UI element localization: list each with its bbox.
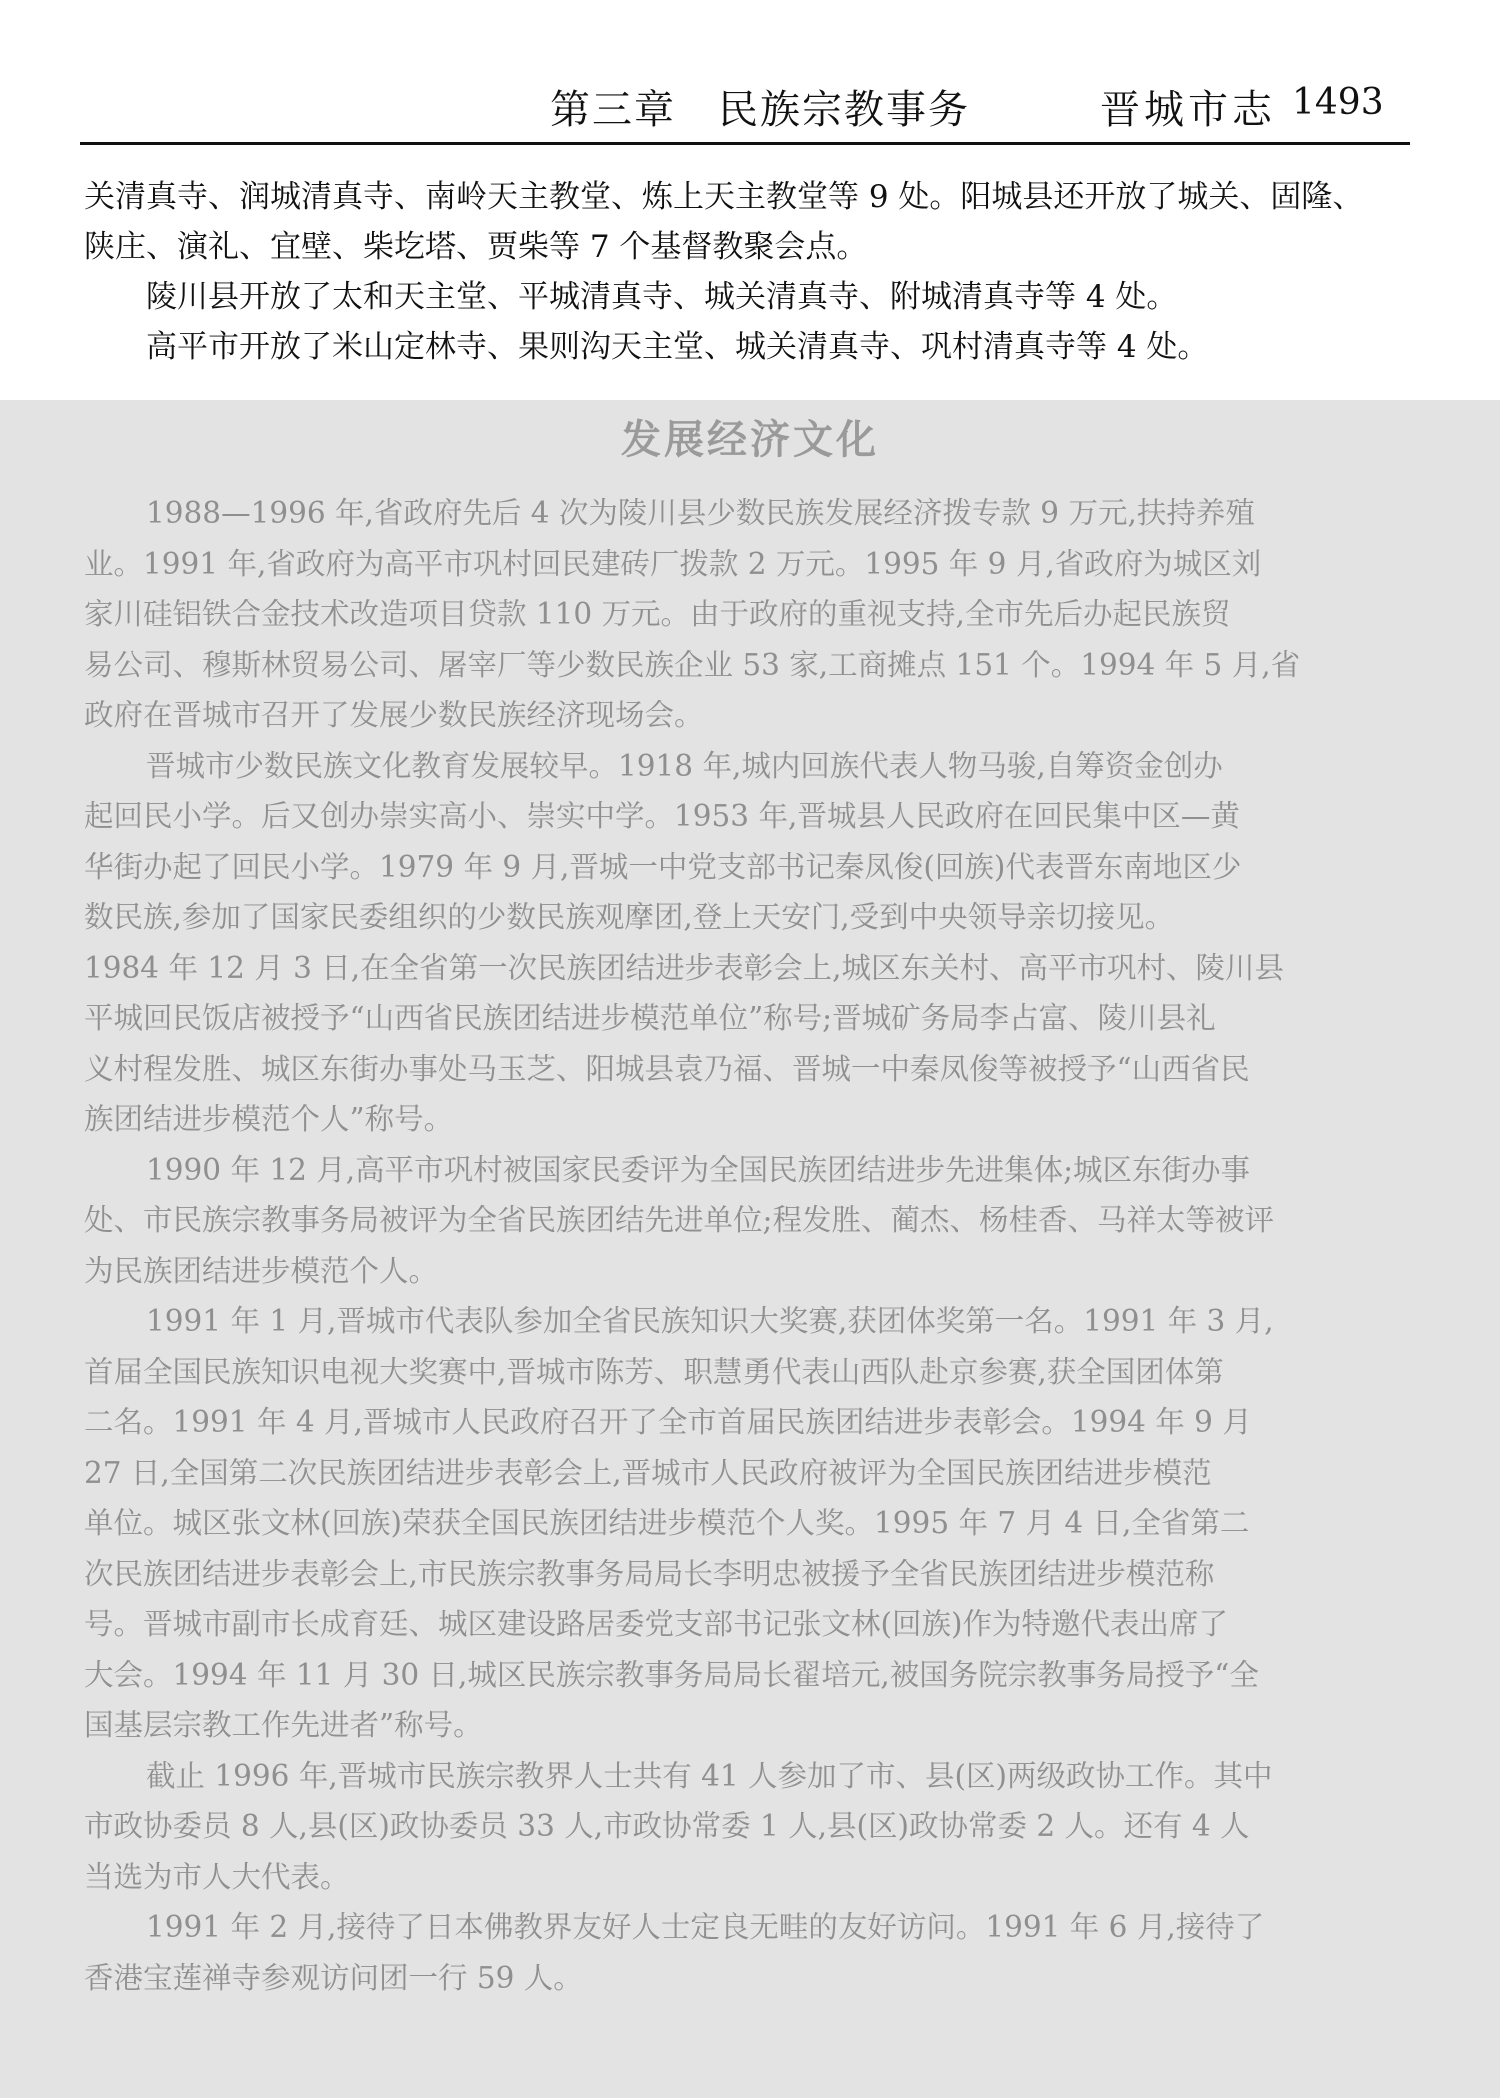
paragraph-line: 国基层宗教工作先进者”称号。 [84, 1708, 483, 1742]
paragraph-line: 1990 年 12 月,高平市巩村被国家民委评为全国民族团结进步先进集体;城区东街办事 [146, 1152, 1251, 1187]
paragraph-line: 政府在晋城市召开了发展少数民族经济现场会。 [84, 698, 704, 732]
paragraph-line: 家川硅铝铁合金技术改造项目贷款 110 万元。由于政府的重视支持,全市先后办起民族贸 [84, 597, 1231, 631]
paragraph-line: 为民族团结进步模范个人。 [84, 1253, 439, 1288]
text-line: 关清真寺、润城清真寺、南岭天主教堂、炼上天主教堂等 9 处。阳城县还开放了城关、固隆、 [84, 179, 1364, 215]
paragraph-line: 二名。1991 年 4 月,晋城市人民政府召开了全市首届民族团结进步表彰会。1994 年 9 月 [84, 1405, 1252, 1439]
paragraph-line: 业。1991 年,省政府为高平市巩村回民建砖厂拨款 2 万元。1995 年 9 月,省政府为城区刘 [84, 546, 1262, 581]
paragraph-line: 起回民小学。后又创办崇实高小、崇实中学。1953 年,晋城县人民政府在回民集中区—黄 [84, 799, 1240, 833]
text-line: 高平市开放了米山定林寺、果则沟天主堂、城关清真寺、巩村清真寺等 4 处。 [146, 329, 1209, 365]
text-line: 陕庄、演礼、宜壁、柴圪塔、贾柴等 7 个基督教聚会点。 [84, 229, 868, 265]
section-body [84, 488, 1416, 2003]
paragraph-line: 易公司、穆斯林贸易公司、屠宰厂等少数民族企业 53 家,工商摊点 151 个。1994 年 5 月,省 [84, 647, 1301, 682]
book-title: 晋城市志 [1100, 87, 1276, 133]
paragraph-line: 当选为市人大代表。 [84, 1859, 350, 1894]
paragraph-line: 1991 年 1 月,晋城市代表队参加全省民族知识大奖赛,获团体奖第一名。1991 年 3 月, [146, 1304, 1274, 1338]
paragraph-line: 市政协委员 8 人,县(区)政协委员 33 人,市政协常委 1 人,县(区)政协常委 2 人。还有 4 人 [84, 1809, 1250, 1843]
paragraph-line: 单位。城区张文林(回族)荣获全国民族团结进步模范个人奖。1995 年 7 月 4 日,全省第二 [84, 1506, 1250, 1540]
paragraph-line: 1991 年 2 月,接待了日本佛教界友好人士定良无畦的友好访问。1991 年 6 月,接待了 [146, 1910, 1265, 1944]
section-heading: 发展经济文化 [621, 417, 879, 463]
header-rule [80, 142, 1410, 145]
paragraph-line: 义村程发胜、城区东街办事处马玉芝、阳城县袁乃福、晋城一中秦凤俊等被授予“山西省民 [84, 1051, 1250, 1086]
paragraph-line: 平城回民饭店被授予“山西省民族团结进步模范单位”称号;晋城矿务局李占富、陵川县礼 [84, 1001, 1216, 1035]
paragraph-line: 截止 1996 年,晋城市民族宗教界人士共有 41 人参加了市、县(区)两级政协工作。其中 [146, 1758, 1273, 1793]
paragraph-line: 族团结进步模范个人”称号。 [84, 1102, 454, 1136]
paragraph-line: 首届全国民族知识电视大奖赛中,晋城市陈芳、职慧勇代表山西队赴京参赛,获全国团体第 [84, 1354, 1224, 1389]
paragraph-line: 晋城市少数民族文化教育发展较早。1918 年,城内回族代表人物马骏,自筹资金创办 [146, 748, 1223, 783]
chapter-title: 第三章 民族宗教事务 [550, 87, 970, 133]
paragraph-line: 华街办起了回民小学。1979 年 9 月,晋城一中党支部书记秦凤俊(回族)代表晋东南地区少 [84, 849, 1242, 884]
text-line: 陵川县开放了太和天主堂、平城清真寺、城关清真寺、附城清真寺等 4 处。 [146, 279, 1178, 315]
paragraph-line: 香港宝莲禅寺参观访问团一行 59 人。 [84, 1960, 583, 1995]
paragraph-line: 1984 年 12 月 3 日,在全省第一次民族团结进步表彰会上,城区东关村、高平市巩村、陵川县 [84, 950, 1285, 985]
paragraph-line: 大会。1994 年 11 月 30 日,城区民族宗教事务局局长翟培元,被国务院宗教事务局授予“全 [84, 1657, 1259, 1692]
paragraph-line: 处、市民族宗教事务局被评为全省民族团结先进单位;程发胜、蔺杰、杨桂香、马祥太等被评 [84, 1203, 1274, 1237]
running-header [80, 78, 1410, 134]
paragraph-line: 次民族团结进步表彰会上,市民族宗教事务局局长李明忠被援予全省民族团结进步模范称 [84, 1556, 1215, 1591]
paragraph-line: 数民族,参加了国家民委组织的少数民族观摩团,登上天安门,受到中央领导亲切接见。 [84, 900, 1175, 934]
paragraph-line: 27 日,全国第二次民族团结进步表彰会上,晋城市人民政府被评为全国民族团结进步模范 [84, 1455, 1212, 1490]
paragraph-line: 1988—1996 年,省政府先后 4 次为陵川县少数民族发展经济拨专款 9 万元,扶持养殖 [146, 496, 1255, 530]
page-number: 1493 [1292, 82, 1384, 123]
continued-text [84, 172, 1414, 372]
paragraph-line: 号。晋城市副市长成育廷、城区建设路居委党支部书记张文林(回族)作为特邀代表出席了 [84, 1607, 1229, 1641]
